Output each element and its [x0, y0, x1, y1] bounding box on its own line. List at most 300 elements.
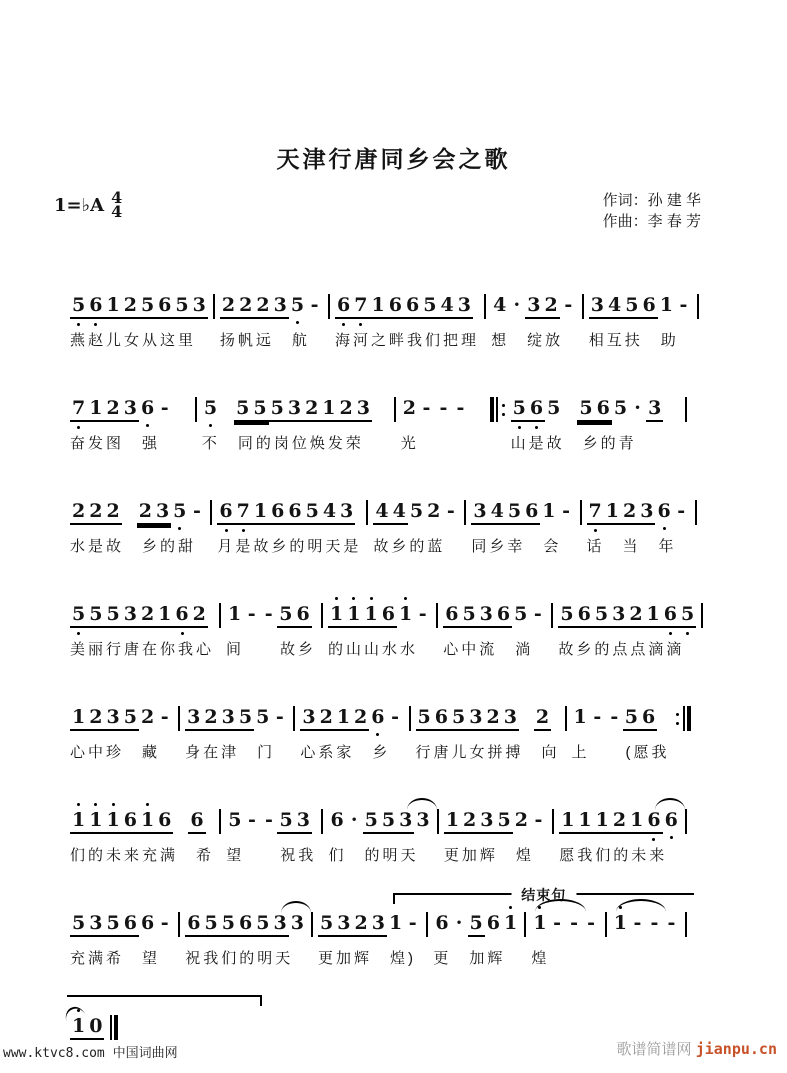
note: 4 [321, 500, 338, 525]
note: 6 [122, 809, 139, 834]
octave-dot-low [77, 632, 80, 635]
measure [70, 692, 173, 762]
note: 2 [627, 603, 644, 628]
note: 1 [87, 809, 104, 834]
note: 5 [506, 500, 523, 525]
note: 1 [156, 603, 173, 628]
note: 4 [391, 500, 408, 525]
note: 1 [104, 294, 121, 319]
octave-dot-low [225, 529, 228, 532]
notes-row [443, 603, 546, 629]
ending-phrase-bracket-continuation [67, 995, 262, 997]
bar-thin [683, 706, 685, 731]
repeat-begin-sign [490, 397, 507, 422]
notes-row [511, 397, 680, 423]
dash: - [408, 912, 417, 934]
note: 5 [460, 603, 477, 628]
note: 5 [558, 603, 575, 628]
lyrics-line: 同乡幸 会 [471, 538, 562, 555]
note: 1 [70, 1015, 87, 1040]
augmentation-dot: · [634, 397, 641, 419]
octave-dot-low [342, 323, 345, 326]
note: 6 [369, 706, 386, 729]
measure [70, 589, 214, 659]
dash: - [160, 912, 169, 934]
barline [685, 912, 687, 937]
page-title: 天津行唐同乡会之歌 [276, 146, 511, 172]
barline [293, 706, 295, 731]
note: 6 [156, 294, 173, 319]
ending-phrase-label: 结束句 [511, 885, 576, 905]
system-8 [70, 1001, 160, 1041]
octave-dot-low [518, 426, 521, 429]
note: 6 [237, 912, 254, 937]
barline [210, 500, 212, 525]
lyrics-line: 扬帆远 航 [219, 332, 310, 349]
note: 1 [320, 397, 337, 422]
note: 5 [173, 294, 190, 319]
dash: - [534, 809, 543, 831]
note: 6 [330, 809, 344, 831]
note: 6 [640, 706, 657, 731]
note: 5 [277, 809, 294, 834]
note: 6 [640, 294, 657, 319]
lyrics-line: 充满希 望 [70, 950, 161, 967]
octave-dot-low [670, 836, 673, 839]
notes-row [335, 294, 479, 320]
dash: - [418, 603, 427, 625]
note: 4 [489, 500, 506, 525]
system-4 [70, 589, 695, 659]
octave-dot-low [535, 426, 538, 429]
note: 5 [289, 294, 306, 317]
note: 1 [594, 809, 611, 834]
note: 1 [70, 706, 87, 731]
note: 3 [295, 809, 312, 834]
dot [676, 713, 679, 716]
octave-dot-high [509, 906, 512, 909]
dash: - [564, 294, 573, 316]
notes-row [559, 809, 680, 835]
note: 2 [402, 397, 416, 419]
dash: - [439, 397, 448, 419]
note: 6 [595, 397, 612, 422]
note: 2 [140, 706, 155, 728]
dash: - [456, 397, 465, 419]
measure [572, 692, 670, 762]
dash: - [562, 500, 570, 522]
bar-thick [687, 706, 691, 731]
note: 2 [514, 809, 528, 831]
octave-dot-low [178, 527, 181, 530]
key-label: 1=♭A [54, 194, 105, 216]
time-bottom: 4 [111, 202, 123, 221]
note: 1 [70, 809, 87, 834]
note: 5 [203, 912, 220, 937]
note: 5 [421, 294, 438, 319]
lyrics-line: 上 (愿我 [571, 744, 670, 761]
notes-row [220, 294, 323, 320]
footer-right-watermark [617, 1038, 777, 1059]
repeat-end-sign [674, 706, 691, 731]
system-6 [70, 795, 692, 865]
notes-row [70, 912, 173, 938]
note: 5 [104, 603, 121, 628]
lyrics-line: 间 故乡 [226, 641, 317, 658]
dash: - [553, 912, 562, 934]
note: 1 [252, 500, 269, 525]
notes-row [202, 397, 389, 423]
note: 1 [397, 603, 414, 626]
notes-row [589, 294, 692, 320]
note: 5 [304, 500, 321, 525]
notes-row [70, 706, 173, 732]
note: 6 [528, 397, 545, 422]
note: 5 [237, 706, 254, 731]
barline [219, 603, 221, 628]
dot [676, 722, 679, 725]
note: 3 [122, 397, 139, 422]
note: 1 [104, 809, 121, 834]
note: 3 [646, 397, 663, 422]
note: 3 [300, 706, 317, 731]
note: 6 [495, 603, 512, 628]
footer-left-watermark: www.ktvc8.com 中国词曲网 [3, 1046, 178, 1061]
measure [318, 898, 421, 968]
notes-row [318, 912, 421, 938]
measure [70, 486, 205, 556]
note: 4 [438, 294, 455, 319]
dash: - [275, 706, 284, 728]
note: 3 [397, 809, 414, 834]
note: 6 [122, 912, 139, 937]
lyrics-line: 水是故 乡的甜 [70, 538, 197, 555]
lyrics-line: 光 [400, 435, 419, 452]
note: 3 [502, 706, 519, 731]
note: 5 [623, 706, 640, 731]
augmentation-dot: · [350, 809, 358, 831]
octave-dot-high [146, 803, 149, 806]
barline [328, 294, 330, 319]
note: 1 [228, 603, 242, 625]
note: 5 [613, 397, 628, 419]
barline [394, 397, 396, 422]
note: 1 [139, 809, 156, 834]
barline [437, 809, 439, 834]
notes-row [558, 603, 696, 629]
bar-thin [110, 1015, 112, 1040]
barline [697, 294, 699, 319]
note: 5 [547, 397, 561, 419]
octave-dot-low [686, 632, 689, 635]
dash: - [633, 912, 642, 934]
lyrics-line: 们 的明天 [328, 847, 419, 864]
note: 1 [612, 912, 629, 935]
key-signature [54, 188, 123, 221]
note: 7 [235, 500, 252, 525]
dash: - [192, 500, 201, 522]
note: 4 [493, 294, 507, 316]
lyrics-line: 行唐儿女拼搏 向 [415, 744, 560, 761]
note: 2 [122, 294, 139, 319]
notes-row [572, 706, 670, 732]
note: 2 [484, 706, 501, 731]
lyrics-line: 望 祝我 [226, 847, 317, 864]
note: 5 [269, 397, 286, 422]
note: 1 [659, 294, 673, 316]
octave-dot-low [146, 424, 149, 427]
measure [401, 383, 486, 453]
barline [484, 294, 486, 319]
note: 2 [87, 706, 104, 731]
octave-dot-low [181, 632, 184, 635]
note: 6 [576, 603, 593, 628]
note: 5 [104, 912, 121, 937]
barline [524, 912, 526, 937]
octave-dot-high [77, 1009, 80, 1012]
note: 5 [318, 912, 335, 937]
lyrics-line: 海河之畔我们把理 [335, 332, 480, 349]
note: 3 [370, 912, 387, 937]
augmentation-dot: · [455, 912, 463, 934]
note: 6 [387, 294, 404, 319]
octave-dot-high [77, 803, 80, 806]
dash: - [667, 912, 676, 934]
notes-row [416, 706, 560, 732]
system-7 [70, 887, 692, 968]
note: 5 [277, 603, 294, 628]
score [70, 280, 695, 1073]
lyrics-line: 更 加辉 [433, 950, 506, 967]
dash: - [610, 706, 619, 728]
credits [603, 190, 701, 232]
note: 6 [139, 397, 156, 420]
notes-row [70, 809, 214, 835]
note: 5 [171, 500, 188, 523]
note: 3 [478, 809, 495, 834]
lyrics-line: 煌 [531, 950, 550, 967]
note: 5 [234, 397, 251, 422]
bar-thick [114, 1015, 118, 1040]
note: 2 [534, 706, 551, 731]
barline [311, 912, 313, 937]
octave-dot-low [94, 323, 97, 326]
octave-dot-high [335, 597, 338, 600]
measure [226, 795, 316, 865]
note: 1 [531, 912, 548, 935]
note: 2 [621, 500, 638, 525]
notes-row [300, 706, 403, 732]
notes-row [70, 603, 214, 629]
lyrics-line: 相互扶 助 [588, 332, 679, 349]
octave-dot-low [359, 323, 362, 326]
note: 5 [256, 706, 270, 728]
note: 1 [573, 706, 587, 728]
measure [217, 486, 361, 556]
note: 3 [286, 397, 303, 422]
note: 2 [353, 912, 370, 937]
composer: 作曲：李 春 芳 [602, 213, 701, 230]
note: 2 [70, 500, 87, 525]
note: 3 [610, 603, 627, 628]
notes-row [328, 603, 431, 629]
note: 7 [352, 294, 369, 319]
note: 1 [542, 500, 556, 522]
dash: - [248, 809, 256, 831]
note: 2 [427, 500, 441, 522]
note: 2 [87, 500, 104, 525]
lyrics-line: 话 当 年 [586, 538, 677, 555]
dash: - [265, 809, 273, 831]
note: 3 [191, 294, 208, 319]
measure [70, 795, 214, 865]
note: 3 [338, 500, 355, 525]
measure [300, 692, 403, 762]
note: 6 [140, 912, 155, 934]
notes-row [328, 809, 431, 835]
repeat-dots [502, 404, 505, 416]
note: 5 [409, 500, 424, 522]
note: 2 [137, 500, 154, 525]
note: 3 [272, 294, 289, 319]
note: 3 [290, 912, 304, 934]
measure [328, 589, 431, 659]
dot [502, 413, 505, 416]
lyrics-line: 故乡的点点滴滴 [558, 641, 685, 658]
lyrics-line: 更加辉 煌 [443, 847, 534, 864]
measure [416, 692, 560, 762]
note: 6 [294, 603, 311, 628]
note: 6 [443, 603, 460, 628]
octave-dot-high [352, 597, 355, 600]
bar-thick [490, 397, 494, 422]
footer-site-name: 歌谱简谱网 [616, 1041, 696, 1058]
lyrics-line: 想 绽放 [491, 332, 564, 349]
measure [185, 898, 306, 968]
note: 5 [254, 912, 271, 937]
dash: - [679, 294, 688, 316]
note: 1 [444, 809, 461, 834]
note: 5 [228, 809, 242, 831]
notes-row [471, 500, 574, 526]
note: 2 [220, 294, 237, 319]
measure [70, 898, 173, 968]
octave-dot-low [296, 321, 299, 324]
note: 2 [104, 500, 121, 525]
dash: - [650, 912, 659, 934]
rest-note: 0 [87, 1015, 104, 1040]
barline [701, 603, 703, 628]
barline [195, 397, 197, 422]
note: 5 [139, 294, 156, 319]
note: 6 [87, 294, 104, 319]
note: 2 [237, 294, 254, 319]
barline [685, 809, 687, 834]
dash: - [160, 706, 169, 728]
dot [502, 404, 505, 407]
system-3 [70, 486, 692, 556]
note: 3 [416, 809, 430, 831]
notes-row [70, 294, 208, 320]
note: 2 [254, 294, 271, 319]
note: 3 [525, 294, 542, 319]
system-2 [70, 383, 692, 453]
barline [551, 603, 553, 628]
notes-row [70, 500, 205, 526]
measure [443, 589, 546, 659]
note: 6 [335, 294, 352, 319]
time-top: 4 [111, 188, 123, 207]
lyrics-line: 愿我们的未来 [559, 847, 668, 864]
note: 6 [217, 500, 234, 525]
note: 6 [404, 294, 421, 319]
note: 6 [173, 603, 190, 628]
measure [444, 795, 547, 865]
note: 5 [623, 294, 640, 319]
octave-dot-low [669, 632, 672, 635]
note: 6 [156, 809, 173, 834]
note: 1 [345, 603, 362, 628]
note: 6 [269, 500, 286, 525]
note: 6 [380, 603, 397, 628]
lyrics-line: 的山山水水 [328, 641, 419, 658]
measure [589, 280, 692, 350]
note: 5 [251, 397, 268, 422]
measure [587, 486, 690, 556]
notes-row [401, 397, 486, 423]
lyrics-line: 更加辉 煌) [318, 950, 417, 967]
dash: - [533, 603, 542, 625]
octave-dot-low [652, 838, 655, 841]
octave-dot-low [77, 323, 80, 326]
note: 4 [373, 500, 390, 525]
note: 6 [486, 912, 501, 934]
note: 2 [202, 706, 219, 731]
measure [328, 795, 431, 865]
note: 5 [468, 912, 485, 937]
note: 5 [70, 294, 87, 319]
note: 3 [271, 912, 288, 937]
notes-row [587, 500, 690, 526]
note: 3 [122, 603, 139, 628]
note: 2 [338, 397, 355, 422]
octave-dot-low [376, 733, 379, 736]
notes-row [185, 706, 288, 732]
note: 6 [433, 706, 450, 731]
note: 2 [104, 397, 121, 422]
octave-dot-low [77, 426, 80, 429]
measure [70, 383, 190, 453]
note: 5 [220, 912, 237, 937]
note: 5 [511, 397, 528, 422]
note: 5 [70, 912, 87, 937]
note: 3 [471, 500, 488, 525]
note: 3 [467, 706, 484, 731]
dash: - [247, 603, 256, 625]
note: 5 [363, 809, 380, 834]
note: 6 [645, 809, 662, 834]
notes-row [217, 500, 361, 526]
note: 1 [335, 706, 352, 731]
measure [491, 280, 577, 350]
note: 6 [523, 500, 540, 525]
barline [605, 912, 607, 937]
barline [409, 706, 411, 731]
lyrics-line: 燕赵儿女从这里 [70, 332, 197, 349]
note: 2 [191, 603, 208, 628]
octave-dot-low [594, 529, 597, 532]
notes-row [531, 912, 599, 938]
